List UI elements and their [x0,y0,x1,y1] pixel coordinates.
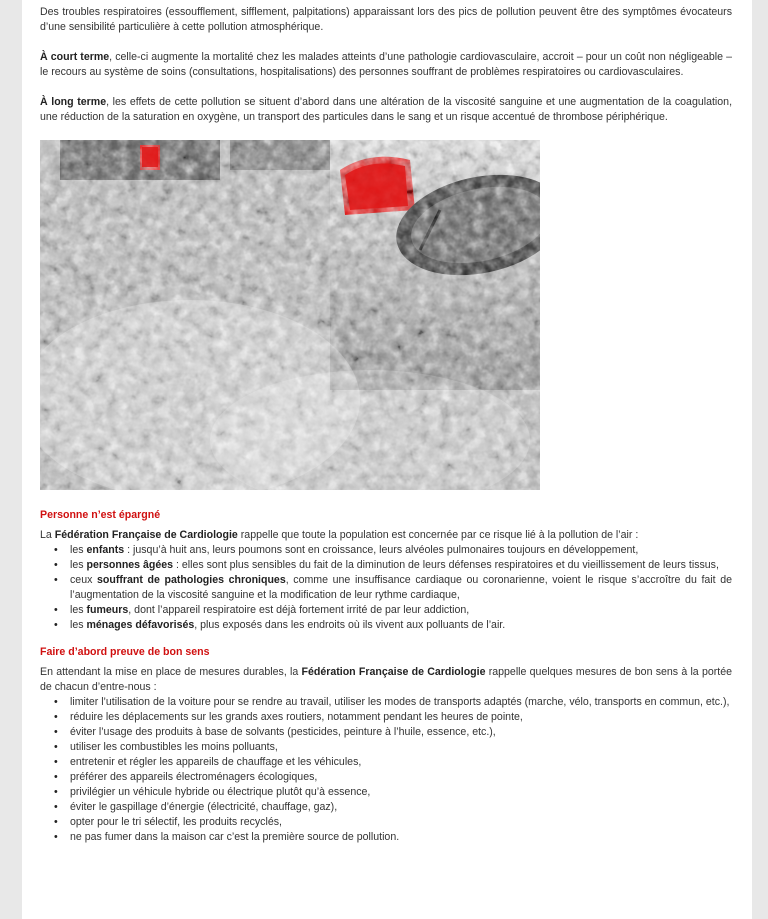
list-item [70,558,732,573]
item-bold: souffrant de pathologies chroniques [97,574,286,586]
item-post: : elles sont plus sensibles du fait de la diminution de leurs défenses respiratoires et du vieillissement de leurs tissus, [173,559,719,571]
paragraph-short-term [40,50,732,80]
list-item: • éviter le gaspillage d’énergie (électricité, chauffage, gaz), [70,800,732,815]
article-content [40,0,732,845]
list-item: • limiter l’utilisation de la voiture pour se rendre au travail, utiliser les modes de transports adaptés (marche, vélo, transports en commun, etc.), [70,695,732,710]
list-item: • éviter l’usage des produits à base de solvants (pesticides, peinture à l’huile, essence, etc.), [70,725,732,740]
list-item: • préférer des appareils électroménagers écologiques, [70,770,732,785]
paragraph-long-term [40,95,732,125]
short-term-label: À court terme [40,51,110,63]
long-term-text: , les effets de cette pollution se situent d’abord dans une altération de la viscosité sanguine et une augmentation de la coagulation, une réduction de la saturation en oxygène, un transport des particules dans le sang et un risque accentué de thrombose périphérique. [40,96,733,123]
exhaust-traffic-photo [40,140,540,490]
page [22,0,752,919]
list-item: • réduire les déplacements sur les grands axes routiers, notamment pendant les heures de pointe, [70,710,732,725]
item-post: , dont l’appareil respiratoire est déjà fortement irrité de par leur addiction, [128,604,470,616]
long-term-label: À long terme [40,96,107,108]
ffc-name-2: Fédération Française de Cardiologie [301,666,486,678]
list-item: • privilégier un véhicule hybride ou électrique plutôt qu’à essence, [70,785,732,800]
list-item: • opter pour le tri sélectif, les produits recyclés, [70,815,732,830]
list-item [70,603,732,618]
item-post: , plus exposés dans les endroits où ils vivent aux polluants de l’air. [194,619,506,631]
list-item [70,543,732,558]
measures-list [40,695,732,845]
list-item: • ne pas fumer dans la maison car c’est la première source de pollution. [70,830,732,845]
short-term-text: , celle-ci augmente la mortalité chez les malades atteints d’une pathologie cardiovasculaire, accroit – pour un coût non négligeable – le recours au système de soins (consultations, hospitalisations) des personnes souffrant de problèmes respiratoires ou cardiovasculaires. [40,51,733,78]
item-pre: les [70,604,87,616]
list-item: • utiliser les combustibles les moins polluants, [70,740,732,755]
item-pre: ceux [70,574,98,586]
item-pre: les [70,619,87,631]
list-item [70,618,732,633]
item-post: : jusqu’à huit ans, leurs poumons sont en croissance, leurs alvéoles pulmonaires toujours en développement, [124,544,639,556]
list-item [70,573,732,603]
heading-bon-sens: Faire d’abord preuve de bon sens [40,646,210,658]
item-pre: les [70,559,87,571]
section1-intro-post: rappelle que toute la population est concernée par ce risque lié à la pollution de l’air : [237,529,639,541]
list-item: • entretenir et régler les appareils de chauffage et les véhicules, [70,755,732,770]
section2-intro-pre: En attendant la mise en place de mesures durables, la [40,666,302,678]
population-list [40,543,732,633]
section2-intro [40,665,732,695]
section1-intro [40,528,732,543]
heading-personne-epargne: Personne n’est épargné [40,509,161,521]
item-pre: les [70,544,87,556]
item-bold: ménages défavorisés [86,619,195,631]
section1-intro-pre: La [40,529,55,541]
ffc-name-1: Fédération Française de Cardiologie [54,529,238,541]
paragraph-symptoms: Des troubles respiratoires (essoufflement, sifflement, palpitations) apparaissant lors des pics de pollution peuvent être des symptômes évocateurs d’une sensibilité particulière à cette pollution atmosphérique. [40,6,732,33]
item-bold: enfants [86,544,125,556]
item-post: , comme une insuffisance cardiaque ou coronarienne, voient le risque s’accroître du fait de l’augmentation de la viscosité sanguine et la modification de leur rythme cardiaque, [70,574,733,601]
section2-intro-post: rappelle quelques mesures de bon sens à la portée de chacun d’entre-nous : [40,666,732,693]
item-bold: fumeurs [86,604,129,616]
item-bold: personnes âgées [86,559,174,571]
